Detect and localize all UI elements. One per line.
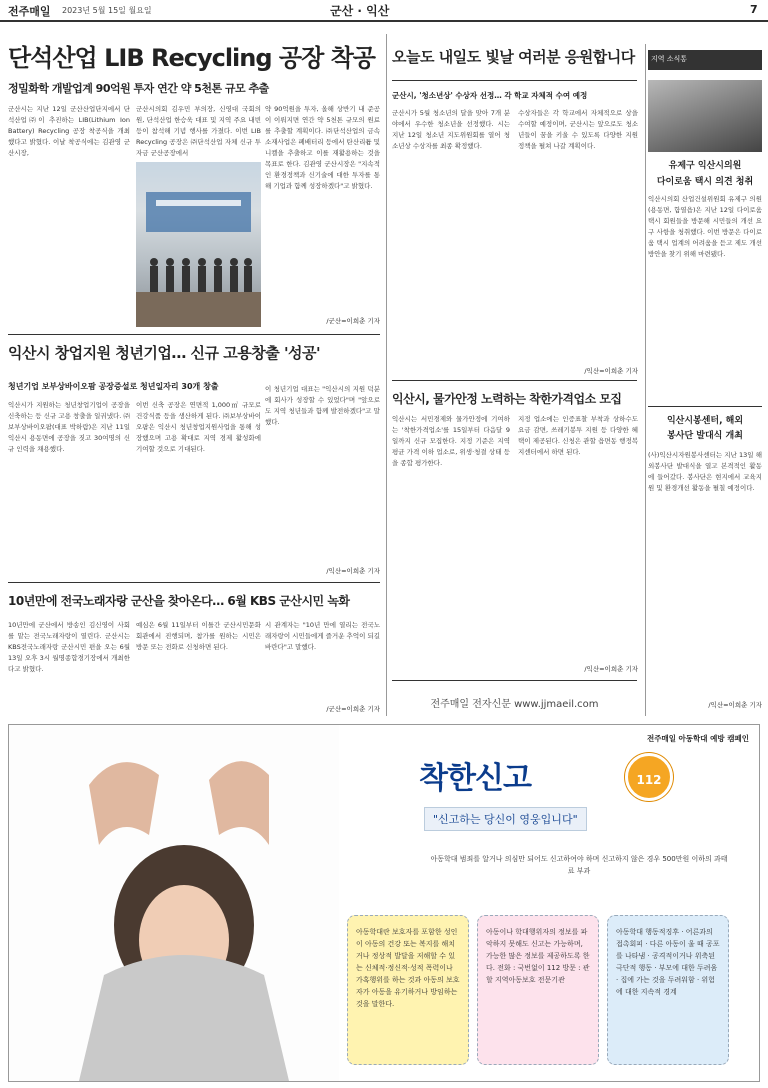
groundbreaking-photo (136, 162, 261, 327)
article2-col2: 이번 신축 공장은 연면적 1,000㎡ 규모로 건강식품 등을 생산하게 된다. ㈜보부상바이오팜은 익산시 청년창업지원사업을 통해 성장했으며 고용 확대로 지역 경제 활성화에 기여할 것으로 기대된다. (136, 401, 261, 453)
article4-subhead: 군산시, '청소년상' 수상자 선정… 각 학교 자체적 수여 예정 (392, 91, 588, 100)
ad-info-box-signs: 아동학대 행동적징후 · 어른과의 접촉회피 · 다른 아동이 울 때 공포를 나타냄 · 공격적이거나 위축된 극단적 행동 · 부모에 대한 두려움 · 집에 가는 것을 두려워함 · 위험에 대한 지속적 경계 (607, 915, 729, 1065)
article5-col2: 지정 업소에는 인증표찰 부착과 상하수도 요금 감면, 쓰레기봉투 지원 등 다양한 혜택이 제공된다. 신청은 관할 읍면동 행정복지센터에서 하면 된다. (518, 415, 638, 456)
article4-headline: 오늘도 내일도 빛날 여러분 응원합니다 (392, 48, 635, 66)
sidebar-body-1: 익산시의회 산업건설위원회 유제구 의원(용동면, 함열읍)은 지난 12일 다이로움 택시 회원들을 방문해 시민들의 개선 요구 사항을 청취했다. 이번 방문은 다이로움 택시 업계의 어려움을 듣고 제도 개선 방안을 찾기 위해 마련됐다. (648, 195, 762, 258)
e-newspaper-promo: 전주매일 전자신문 www.jjmaeil.com (430, 699, 599, 710)
emergency-112-badge: 112 (625, 753, 673, 801)
ad-info-box-report: 아동이나 학대행위자의 정보를 파악하지 못해도 신고는 가능하며, 가능한 많은 정보를 제공하도록 한다. 전화 : 국번없이 112 방문 : 관할 지역아동보호 전문기관 (477, 915, 599, 1065)
column-divider (386, 34, 387, 716)
section-title: 군산 · 익산 (330, 4, 390, 18)
article5-headline: 익산시, 물가안정 노력하는 착한가격업소 모집 (392, 392, 622, 406)
article3-col2: 예심은 6월 11일부터 이틀간 군산시민문화회관에서 진행되며, 참가를 원하는 시민은 방문 또는 전화로 신청하면 된다. (136, 621, 261, 651)
article1-byline: /군산=이희춘 기자 (326, 317, 380, 325)
divider (392, 680, 637, 681)
divider (648, 406, 762, 407)
child-abuse-campaign-ad (8, 724, 760, 1082)
article1-headline: 단석산업 LIB Recycling 공장 착공 (8, 44, 375, 72)
article3-byline: /군산=이희춘 기자 (326, 705, 380, 713)
article2-headline: 익산시 창업지원 청년기업… 신규 고용창출 '성공' (8, 344, 321, 362)
article3-headline: 10년만에 전국노래자랑 군산을 찾아온다… 6월 KBS 군산시민 녹화 (8, 594, 350, 608)
article4-col1: 군산시가 5월 청소년의 달을 맞아 7개 분야에서 우수한 청소년을 선정했다. 시는 지난 12일 청소년 지도위원회를 열어 청소년상 수상자를 최종 확정했다. (392, 109, 510, 150)
divider (392, 380, 637, 381)
ad-headline: 착한신고 (419, 761, 531, 796)
newspaper-brand: 전주매일 (8, 5, 51, 18)
article1-col3: 약 90억원을 투자, 올해 상반기 내 준공이 이뤄지면 연간 약 5천톤 규모의 원료를 추출할 계획이다. ㈜단석산업의 금속소재사업은 폐배터리 등에서 탄산리튬 및 니켈을 추출하고 이를 재활용하는 것을 목표로 한다. 김관영 군산시장은 "지속적인 환경정책과 신기술에 대한 투자를 통해 기업과 함께 성장하겠다"고 밝혔다. (265, 105, 380, 190)
sidebar-body-2: (사)익산시자원봉사센터는 지난 13일 해외봉사단 발대식을 열고 본격적인 활동에 들어갔다. 봉사단은 현지에서 교육지원 및 환경개선 활동을 펼칠 예정이다. (648, 451, 762, 492)
article5-byline: /익산=이희춘 기자 (584, 665, 638, 673)
article2-col1: 익산시가 지원하는 청년창업기업이 공장을 신축하는 등 신규 고용 창출을 일궈냈다. ㈜보부상바이오팜(대표 박하람)은 지난 11일 익산시 용동면에 공장을 짓고 30여명의 신규 인력을 채용했다. (8, 401, 130, 453)
article5-col1: 익산시는 서민경제와 물가안정에 기여하는 '착한가격업소'를 15일부터 다음달 9일까지 신규 모집한다. 지정 기준은 지역 평균 가격 이하 업소로, 위생·청결 상태 등을 종합 평가한다. (392, 415, 510, 467)
ad-body-text: 아동학대 범죄를 알거나 의심만 되어도 신고하여야 하며 신고하지 않은 경우 500만원 이하의 과태료 부과 (430, 855, 728, 875)
article3-col3: 시 관계자는 "10년 만에 열리는 전국노래자랑이 시민들에게 즐거운 추억이 되길 바란다"고 말했다. (265, 621, 380, 651)
ad-top-label: 전주매일 아동학대 예방 캠페인 (646, 734, 749, 743)
page-number: 7 (750, 3, 758, 16)
article3-col1: 10년만에 군산에서 방송인 김신영이 사회를 맡는 전국노래자랑이 열린다. 군산시는 KBS전국노래자랑 군산시민 편을 오는 6월 13일 오후 3시 월명종합경기장에서 개최한다고 밝혔다. (8, 621, 130, 673)
article4-byline: /익산=이희춘 기자 (584, 367, 638, 375)
divider (392, 80, 637, 81)
divider (8, 582, 380, 583)
sidebar-byline: /익산=이희춘 기자 (708, 701, 762, 709)
sidebar-title-1: 유제구 익산시의원 다이로움 택시 의견 청취 (656, 161, 754, 187)
article1-col1: 군산시는 지난 12일 군산산업단지에서 단석산업㈜이 추진하는 LIB(Lithium Ion Battery) Recycling 공장 착공식을 개최했다고 밝혔다. 이날 착공식에는 김관영 군산시장, (8, 105, 130, 157)
sidebar-label: 지역 소식통 (648, 50, 762, 70)
crying-child-illustration (9, 725, 339, 1081)
ad-info-box-definition: 아동학대란 보호자를 포함한 성인이 아동의 건강 또는 복지를 해치거나 정상적 발달을 저해할 수 있는 신체적·정신적·성적 폭력이나 가혹행위를 하는 것과 아동의 보호자가 아동을 유기하거나 방임하는 것을 말한다. (347, 915, 469, 1065)
sidebar-title-2: 익산시봉센터, 해외 봉사단 발대식 개최 (666, 416, 744, 441)
issue-date: 2023년 5월 15일 월요일 (62, 6, 152, 15)
article2-subhead: 청년기업 보부상바이오팜 공장증설로 청년일자리 30개 창출 (8, 382, 219, 391)
ad-slogan: "신고하는 당신이 영웅입니다" (424, 807, 587, 831)
divider (8, 334, 380, 335)
ceremony-image (136, 162, 261, 327)
article4-col2: 수상자들은 각 학교에서 자체적으로 상을 수여할 예정이며, 군산시는 앞으로도 청소년들이 꿈을 키울 수 있도록 다양한 지원 정책을 펼쳐 나갈 계획이다. (518, 109, 638, 150)
article2-byline: /익산=이희춘 기자 (326, 567, 380, 575)
article2-col3: 이 청년기업 대표는 "익산시의 지원 덕분에 회사가 성장할 수 있었다"며 "앞으로도 지역 청년들과 함께 발전하겠다"고 말했다. (265, 385, 380, 426)
article1-subhead: 정밀화학 개발업계 90억원 투자 연간 약 5천톤 규모 추출 (8, 82, 269, 95)
article1-col2: 군산시의회 김우민 부의장, 신영대 국회의원, 단석산업 한승욱 대표 및 지역 주요 내빈 등이 참석해 기념 행사를 가졌다. 이번 LIB Recycling 공장은 ㈜단석산업 자체 신규 투자금 군산공장에서 (136, 105, 261, 157)
councilor-photo (648, 80, 762, 152)
